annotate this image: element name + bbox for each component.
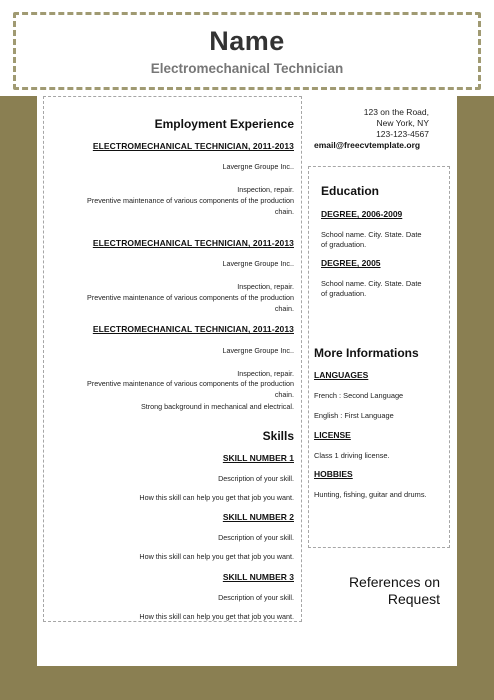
skill-1-title: SKILL NUMBER 1	[222, 453, 294, 463]
skill-3-help: How this skill can help you get that job you want.	[139, 612, 294, 621]
skill-1-help: How this skill can help you get that job you want.	[139, 493, 294, 502]
hobbies-heading: HOBBIES	[314, 469, 353, 479]
license-heading: LICENSE	[314, 430, 351, 440]
job-2-title: ELECTROMECHANICAL TECHNICIAN, 2011-2013	[92, 238, 294, 248]
job-1-duty-2-line-1: Preventive maintenance of various components of the production	[87, 196, 294, 205]
job-3-duty-1: Inspection, repair.	[237, 369, 294, 378]
candidate-title: Electromechanical Technician	[150, 61, 344, 76]
skill-2-help: How this skill can help you get that job you want.	[139, 552, 294, 561]
references-line-2: Request	[387, 591, 440, 607]
degree-1-title: DEGREE, 2006-2009	[321, 209, 403, 219]
language-1: French : Second Language	[314, 391, 404, 400]
job-1-title: ELECTROMECHANICAL TECHNICIAN, 2011-2013	[92, 141, 294, 151]
skills-heading: Skills	[262, 429, 294, 443]
job-1-duty-1: Inspection, repair.	[237, 185, 294, 194]
skill-2-description: Description of your skill.	[218, 533, 294, 542]
degree-1-line-1: School name. City. State. Date	[321, 230, 422, 239]
skill-3-description: Description of your skill.	[218, 593, 294, 602]
job-2-duty-1: Inspection, repair.	[237, 282, 294, 291]
phone: 123-123-4567	[376, 129, 429, 139]
hobbies-text: Hunting, fishing, guitar and drums.	[314, 490, 427, 499]
skill-3-title: SKILL NUMBER 3	[222, 572, 294, 582]
more-info-heading: More Informations	[314, 346, 419, 360]
job-1-company: Lavergne Groupe Inc..	[222, 162, 294, 171]
address-line-2: New York, NY	[376, 118, 429, 128]
degree-2-title: DEGREE, 2005	[321, 258, 381, 268]
job-3-title: ELECTROMECHANICAL TECHNICIAN, 2011-2013	[92, 324, 294, 334]
references-line-1: References on	[348, 574, 440, 590]
license-text: Class 1 driving license.	[314, 451, 390, 460]
skill-1-description: Description of your skill.	[218, 474, 294, 483]
languages-heading: LANGUAGES	[314, 370, 369, 380]
job-3-company: Lavergne Groupe Inc..	[222, 346, 294, 355]
candidate-name: Name	[209, 26, 285, 56]
job-2-duty-2-line-1: Preventive maintenance of various components of the production	[87, 293, 294, 302]
address-line-1: 123 on the Road,	[363, 107, 429, 117]
left-column-box	[43, 96, 302, 622]
language-2: English : First Language	[314, 411, 394, 420]
job-3-duty-2-line-2: chain.	[274, 390, 294, 399]
email: email@freecvtemplate.org	[314, 140, 421, 150]
job-3-duty-3: Strong background in mechanical and electrical.	[140, 402, 294, 411]
job-2-company: Lavergne Groupe Inc..	[222, 259, 294, 268]
job-3-duty-2-line-1: Preventive maintenance of various components of the production	[87, 379, 294, 388]
employment-heading: Employment Experience	[154, 117, 294, 131]
skill-2-title: SKILL NUMBER 2	[222, 512, 294, 522]
job-2-duty-2-line-2: chain.	[274, 304, 294, 313]
education-heading: Education	[321, 184, 380, 198]
job-1-duty-2-line-2: chain.	[274, 207, 294, 216]
degree-1-line-2: of graduation.	[321, 240, 367, 249]
degree-2-line-1: School name. City. State. Date	[321, 279, 422, 288]
degree-2-line-2: of graduation.	[321, 289, 367, 298]
